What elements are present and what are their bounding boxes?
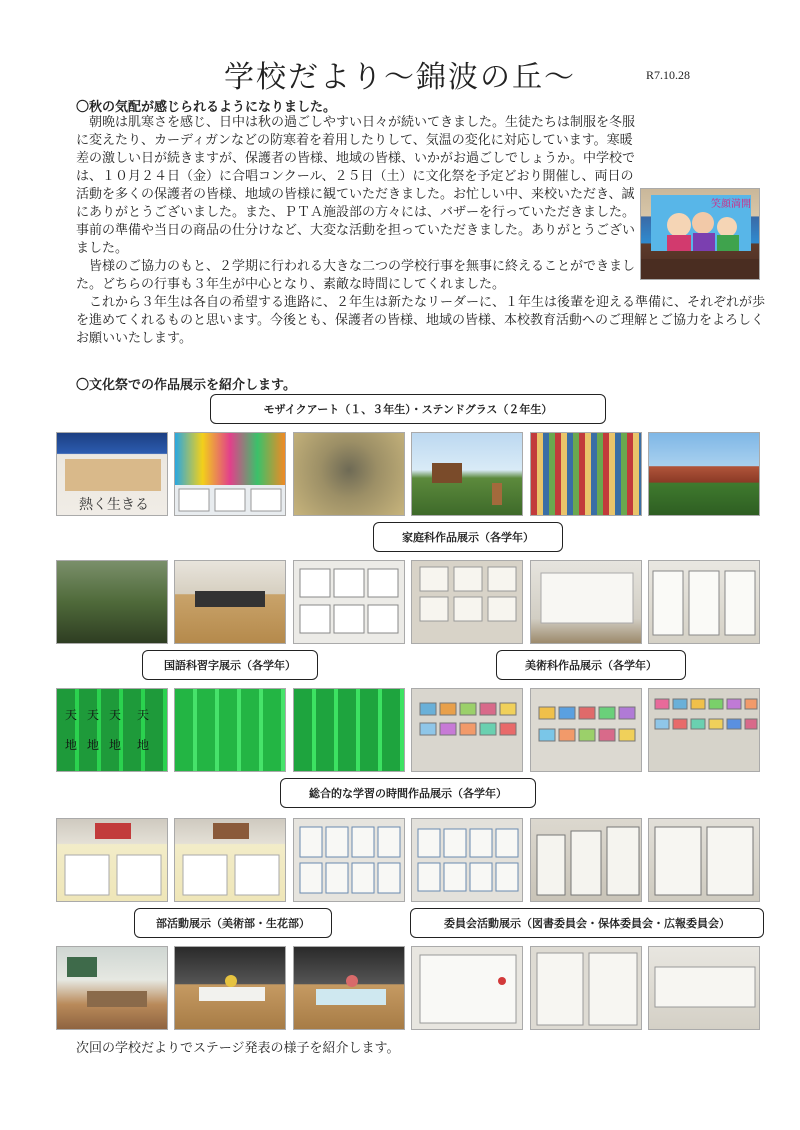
calligraphy-photo-3 <box>293 688 405 772</box>
integrated-photo-6 <box>648 818 760 902</box>
paragraph-1: 朝晩は肌寒さを感じ、日中は秋の過ごしやすい日々が続いてきました。生徒たちは制服を冬服に変えたり、カーディガンなどの防寒着を着用したりして、気温の変化に対応しています。寒暖差の激しい日が続きますが、保護者の皆様、地域の皆様、いかがお過ごしでしょうか。中学校では、１０月２４日（金）に合唱コンクール、２５日（土）に文化祭を予定どおり開催し、両日の活動を多くの保護者の皆様、地域の皆様に観ていただきました。お忙しい中、来校いただき、誠にありがとうございました。また、ＰＴＡ施設部の方々には、バザーを行っていただきました。事前の準備や当日の商品の仕分けなど、大変な活動を担っていただきました。ありがとうございました。 <box>76 115 636 256</box>
club-photo-1 <box>56 946 168 1030</box>
home-ec-photo-1 <box>174 560 286 644</box>
svg-text:地: 地 <box>137 738 150 752</box>
issue-date: R7.10.28 <box>646 68 691 82</box>
mosaic-photo-temple <box>648 432 760 516</box>
footer-note: 次回の学校だよりでステージ発表の様子を紹介します。 <box>76 1041 400 1056</box>
label-committee: 委員会活動展示（図書委員会・保体委員会・広報委員会） <box>410 908 764 938</box>
art-photo-1 <box>411 688 523 772</box>
mosaic-photo-street <box>530 432 642 516</box>
label-home-economics: 家庭科作品展示（各学年） <box>373 522 563 552</box>
home-ec-photo-5 <box>648 560 760 644</box>
section-heading-autumn: 〇秋の気配が感じられるようになりました。 <box>76 100 337 115</box>
svg-text:地: 地 <box>109 738 122 752</box>
section1-body <box>76 114 766 348</box>
mosaic-photo-deer <box>411 432 523 516</box>
committee-photo-3 <box>648 946 760 1030</box>
svg-text:天: 天 <box>87 708 100 722</box>
club-photo-3 <box>293 946 405 1030</box>
home-ec-photo-2 <box>293 560 405 644</box>
paragraph-3: これから３年生は各自の希望する進路に、２年生は新たなリーダーに、１年生は後輩を迎える準備に、それぞれが歩を進めてくれるものと思います。今後とも、保護者の皆様、地域の皆様、本校教育活動へのご理解とご協力をよろしくお願いいたします。 <box>76 295 766 346</box>
svg-text:天: 天 <box>137 708 150 722</box>
mosaic-photo-dinosaur <box>56 560 168 644</box>
calligraphy-photo-1 <box>56 688 168 772</box>
stained-glass-photo <box>174 432 286 516</box>
page-title: 学校だより～錦波の丘～ <box>224 60 576 95</box>
label-calligraphy: 国語科習字展示（各学年） <box>142 650 318 680</box>
calligraphy-photo-2 <box>174 688 286 772</box>
committee-photo-1 <box>411 946 523 1030</box>
label-club: 部活動展示（美術部・生花部） <box>134 908 332 938</box>
paragraph-2: 皆様のご協力のもと、２学期に行われる大きな二つの学校行事を無事に終えることができました。どちらの行事も３年生が中心となり、素敵な時間にしてくれました。 <box>76 259 636 292</box>
svg-text:地: 地 <box>65 738 78 752</box>
svg-text:天: 天 <box>109 708 122 722</box>
integrated-photo-2 <box>174 818 286 902</box>
label-mosaic: モザイクアート（１、３年生）・ステンドグラス（２年生） <box>210 394 606 424</box>
integrated-photo-4 <box>411 818 523 902</box>
home-ec-photo-4 <box>530 560 642 644</box>
integrated-photo-1 <box>56 818 168 902</box>
label-art: 美術科作品展示（各学年） <box>496 650 686 680</box>
label-integrated-study: 総合的な学習の時間作品展示（各学年） <box>280 778 536 808</box>
committee-photo-2 <box>530 946 642 1030</box>
club-photo-2 <box>174 946 286 1030</box>
mosaic-photo-3 <box>293 432 405 516</box>
svg-text:笑顔満開: 笑顔満開 <box>711 199 751 210</box>
mosaic-photo-1 <box>56 432 168 516</box>
home-ec-photo-3 <box>411 560 523 644</box>
integrated-photo-3 <box>293 818 405 902</box>
art-photo-3 <box>648 688 760 772</box>
svg-text:天: 天 <box>65 708 78 722</box>
photo-spacer <box>638 114 766 280</box>
svg-text:熱く生きる: 熱く生きる <box>79 497 149 513</box>
integrated-photo-5 <box>530 818 642 902</box>
svg-text:地: 地 <box>87 738 100 752</box>
art-photo-2 <box>530 688 642 772</box>
section-heading-exhibit: 〇文化祭での作品展示を紹介します。 <box>76 378 296 393</box>
